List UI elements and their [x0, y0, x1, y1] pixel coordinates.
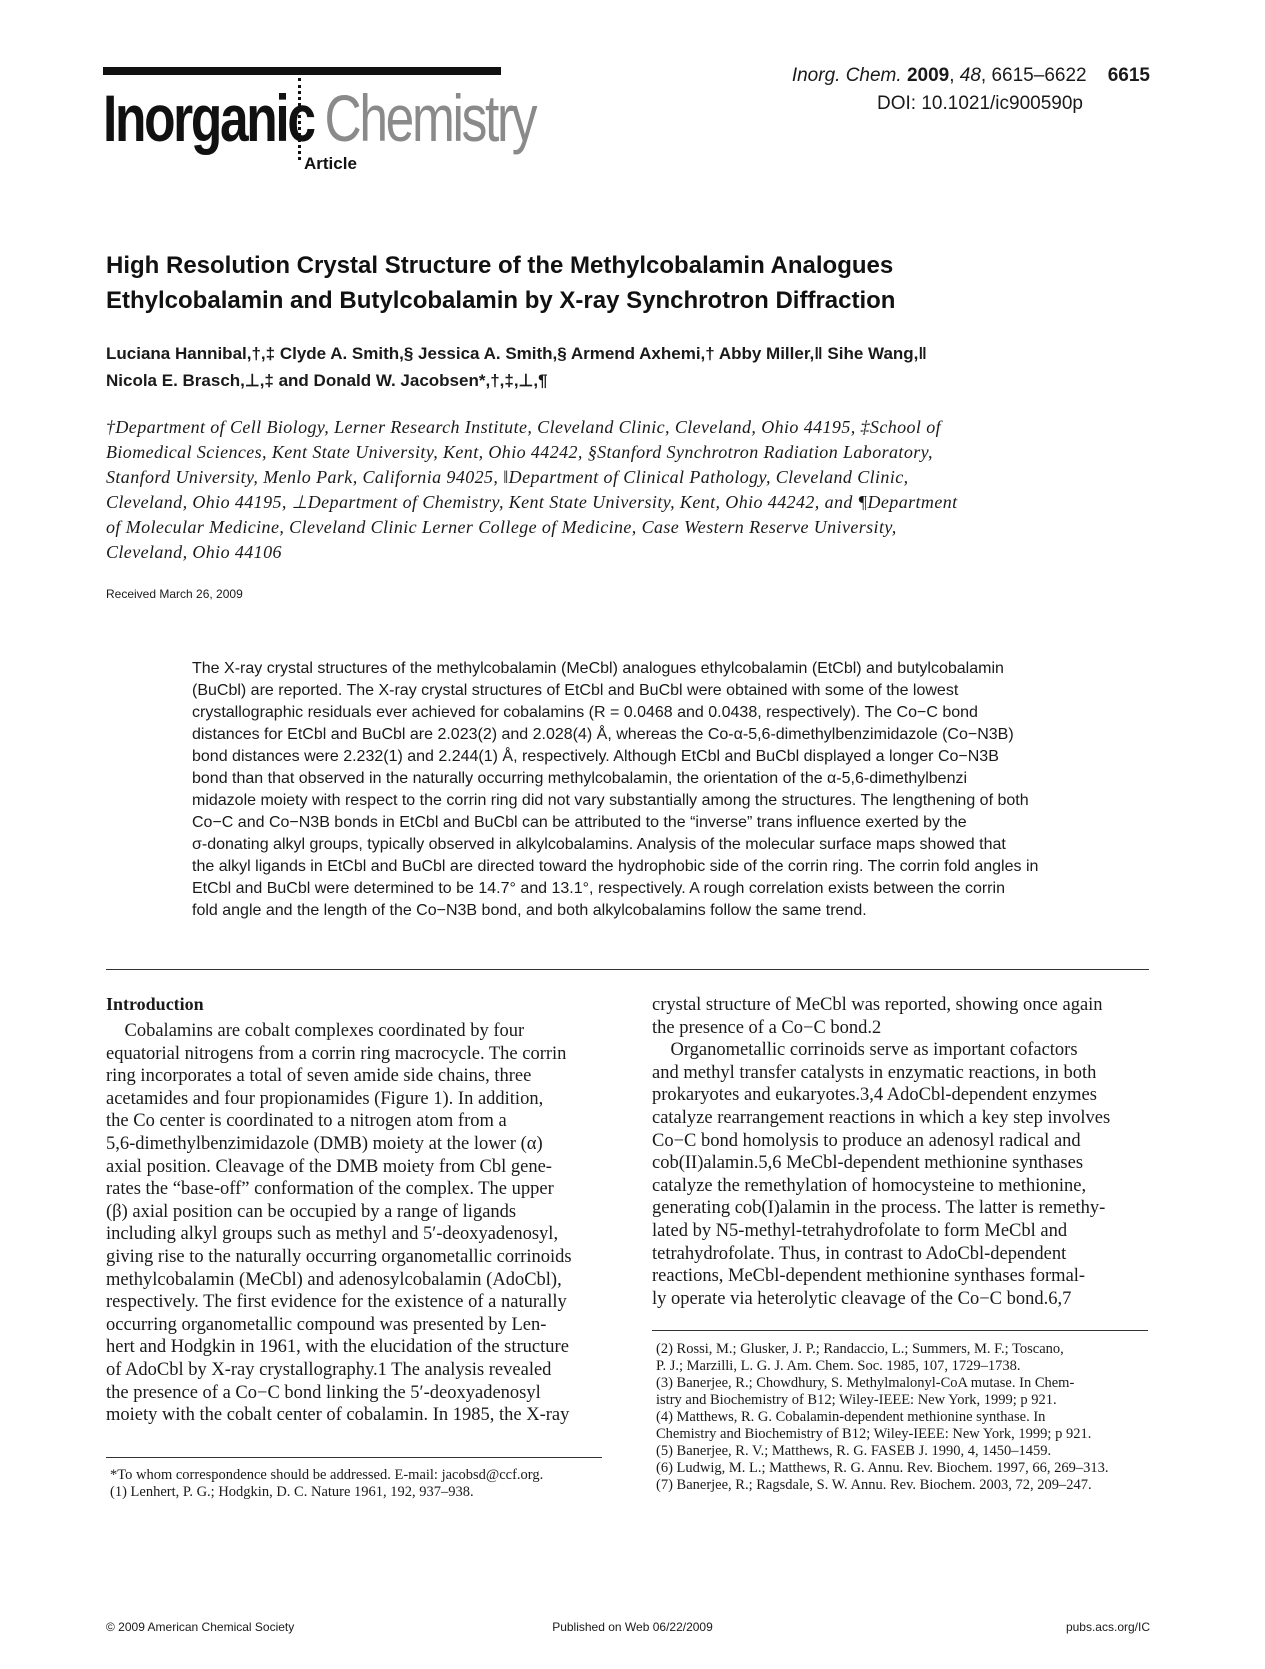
- journal-logo: [103, 78, 535, 158]
- body-line: the presence of a Co−C bond linking the 5′-deoxyadenosyl: [106, 1382, 541, 1403]
- affiliation-line: Cleveland, Ohio 44106: [106, 542, 282, 562]
- doi: DOI: 10.1021/ic900590p: [877, 93, 1083, 114]
- abstract-line: bond than that observed in the naturally occurring methylcobalamin, the orientation of the α-5,6-dimethylbenzi: [192, 770, 968, 787]
- journal-volume: 48: [959, 65, 981, 86]
- footnote: P. J.; Marzilli, L. G. J. Am. Chem. Soc. 1985, 107, 1729–1738.: [656, 1358, 1021, 1374]
- footer-url[interactable]: pubs.acs.org/IC: [1065, 1620, 1150, 1634]
- body-column-right: [652, 994, 1148, 1310]
- abstract-line: fold angle and the length of the Co−N3B bond, and both alkylcobalamins follow the same trend.: [192, 902, 867, 919]
- body-line: (β) axial position can be occupied by a range of ligands: [106, 1201, 517, 1222]
- title-line: High Resolution Crystal Structure of the Methylcobalamin Analogues: [106, 252, 894, 279]
- affiliation-line: of Molecular Medicine, Cleveland Clinic Lerner College of Medicine, Case Western Reserve University,: [106, 517, 897, 537]
- body-line: the presence of a Co−C bond.2: [652, 1017, 882, 1038]
- body-line: catalyze the remethylation of homocysteine to methionine,: [652, 1175, 1087, 1196]
- footnote: (6) Ludwig, M. L.; Matthews, R. G. Annu. Rev. Biochem. 1997, 66, 269–313.: [656, 1460, 1109, 1476]
- footnote: (7) Banerjee, R.; Ragsdale, S. W. Annu. Rev. Biochem. 2003, 72, 209–247.: [656, 1477, 1092, 1493]
- body-line: 5,6-dimethylbenzimidazole (DMB) moiety at the lower (α): [106, 1133, 543, 1154]
- body-line: Co−C bond homolysis to produce an adenosyl radical and: [652, 1130, 1081, 1151]
- journal-citation: Inorg. Chem. 2009, 48, 6615–6622 6615: [791, 65, 1150, 86]
- journal-pages: 6615–6622: [991, 65, 1087, 86]
- author-line: Nicola E. Brasch,⊥,‡ and Donald W. Jacobsen*,†,‡,⊥,¶: [106, 371, 548, 390]
- logo-dotted-separator: [298, 78, 305, 160]
- body-line: the Co center is coordinated to a nitrogen atom from a: [106, 1111, 507, 1132]
- body-line: including alkyl groups such as methyl and 5′-deoxyadenosyl,: [106, 1224, 559, 1245]
- article-type-label: Article: [304, 154, 357, 173]
- abstract-line: midazole moiety with respect to the corrin ring did not vary substantially among the structures. The lengthening of both: [192, 792, 1029, 809]
- affiliation-line: Biomedical Sciences, Kent State University, Kent, Ohio 44242, §Stanford Synchrotron Radiation Laboratory,: [106, 442, 933, 462]
- body-line: methylcobalamin (MeCbl) and adenosylcobalamin (AdoCbl),: [106, 1269, 562, 1290]
- section-divider: [106, 969, 1149, 970]
- body-line: generating cob(I)alamin in the process. The latter is remethy-: [652, 1198, 1106, 1219]
- footnote: (2) Rossi, M.; Glusker, J. P.; Randaccio, L.; Summers, M. F.; Toscano,: [656, 1341, 1064, 1357]
- author-line: Luciana Hannibal,†,‡ Clyde A. Smith,§ Jessica A. Smith,§ Armend Axhemi,† Abby Miller,‖ Sihe Wang,‖: [106, 344, 927, 363]
- footer-published: Published on Web 06/22/2009: [552, 1620, 713, 1634]
- abstract-line: distances for EtCbl and BuCbl are 2.023(2) and 2.028(4) Å, whereas the Co-α-5,6-dimethylbenzimidazole (Co−N3B): [192, 726, 1014, 743]
- footnote-rule: [652, 1330, 1148, 1331]
- journal-name: Inorg. Chem.: [791, 65, 902, 86]
- title-line: Ethylcobalamin and Butylcobalamin by X-ray Synchrotron Diffraction: [106, 287, 896, 314]
- abstract: [192, 658, 1072, 922]
- footnote-rule: [106, 1457, 602, 1458]
- footnote: istry and Biochemistry of B12; Wiley-IEEE: New York, 1999; p 921.: [656, 1392, 1057, 1408]
- abstract-line: bond distances were 2.232(1) and 2.244(1) Å, respectively. Although EtCbl and BuCbl displayed a longer Co−N3B: [192, 748, 999, 765]
- affiliations: [106, 415, 1106, 565]
- body-line: occurring organometallic compound was presented by Len-: [106, 1314, 547, 1335]
- footnotes-left: [110, 1467, 606, 1501]
- body-line: ly operate via heterolytic cleavage of the Co−C bond.6,7: [652, 1288, 1072, 1309]
- logo-word-chemistry: Chemistry: [324, 81, 536, 155]
- body-line: Cobalamins are cobalt complexes coordinated by four: [106, 1021, 525, 1041]
- logo-word-inorganic: Inorganic: [103, 81, 314, 155]
- section-heading-introduction: Introduction: [106, 994, 204, 1014]
- affiliation-line: Stanford University, Menlo Park, California 94025, ‖Department of Clinical Pathology, Cleveland Clinic,: [106, 467, 909, 487]
- body-line: Organometallic corrinoids serve as important cofactors: [652, 1040, 1078, 1061]
- abstract-line: σ-donating alkyl groups, typically observed in alkylcobalamins. Analysis of the molecular surface maps showed that: [192, 836, 1006, 853]
- footnote: (1) Lenhert, P. G.; Hodgkin, D. C. Nature 1961, 192, 937–938.: [110, 1484, 474, 1500]
- body-line: acetamides and four propionamides (Figure 1). In addition,: [106, 1088, 544, 1109]
- body-line: and methyl transfer catalysts in enzymatic reactions, in both: [652, 1062, 1097, 1083]
- page-number: 6615: [1107, 65, 1150, 86]
- body-line: giving rise to the naturally occurring organometallic corrinoids: [106, 1246, 572, 1267]
- body-line: moiety with the cobalt center of cobalamin. In 1985, the X-ray: [106, 1405, 570, 1426]
- article-title: [106, 248, 1106, 318]
- footnotes-right: [656, 1341, 1150, 1494]
- footnote: (4) Matthews, R. G. Cobalamin-dependent methionine synthase. In: [656, 1409, 1046, 1425]
- abstract-line: EtCbl and BuCbl were determined to be 14.7° and 13.1°, respectively. A rough correlation exists between the corrin: [192, 880, 1005, 897]
- body-line: prokaryotes and eukaryotes.3,4 AdoCbl-dependent enzymes: [652, 1085, 1097, 1106]
- journal-year: 2009: [906, 65, 950, 86]
- body-line: tetrahydrofolate. Thus, in contrast to AdoCbl-dependent: [652, 1243, 1067, 1264]
- footer-copyright: © 2009 American Chemical Society: [106, 1620, 295, 1634]
- abstract-line: the alkyl ligands in EtCbl and BuCbl are directed toward the hydrophobic side of the corrin ring. The corrin fold angles in: [192, 858, 1039, 875]
- body-line: hert and Hodgkin in 1961, with the elucidation of the structure: [106, 1337, 569, 1358]
- footnote: Chemistry and Biochemistry of B12; Wiley-IEEE: New York, 1999; p 921.: [656, 1426, 1092, 1442]
- body-line: reactions, MeCbl-dependent methionine synthases formal-: [652, 1266, 1086, 1287]
- body-line: cob(II)alamin.5,6 MeCbl-dependent methionine synthases: [652, 1153, 1084, 1174]
- abstract-line: Co−C and Co−N3B bonds in EtCbl and BuCbl can be attributed to the “inverse” trans influence exerted by the: [192, 814, 967, 831]
- body-line: lated by N5-methyl-tetrahydrofolate to form MeCbl and: [652, 1220, 1068, 1241]
- body-line: ring incorporates a total of seven amide side chains, three: [106, 1066, 532, 1087]
- body-line: equatorial nitrogens from a corrin ring macrocycle. The corrin: [106, 1043, 567, 1064]
- body-column-left: [106, 1020, 602, 1427]
- body-line: axial position. Cleavage of the DMB moiety from Cbl gene-: [106, 1156, 552, 1177]
- body-line: respectively. The first evidence for the existence of a naturally: [106, 1292, 567, 1313]
- body-line: catalyze rearrangement reactions in which a key step involves: [652, 1107, 1111, 1128]
- affiliation-line: Cleveland, Ohio 44195, ⊥Department of Chemistry, Kent State University, Kent, Ohio 44242, and ¶Department: [106, 492, 958, 512]
- received-date: Received March 26, 2009: [106, 587, 243, 601]
- footnote: (3) Banerjee, R.; Chowdhury, S. Methylmalonyl-CoA mutase. In Chem-: [656, 1375, 1075, 1391]
- abstract-line: The X-ray crystal structures of the methylcobalamin (MeCbl) analogues ethylcobalamin (EtCbl) and butylcobalamin: [192, 660, 1004, 677]
- masthead-bar: [103, 67, 501, 75]
- footnote: (5) Banerjee, R. V.; Matthews, R. G. FASEB J. 1990, 4, 1450–1459.: [656, 1443, 1052, 1459]
- author-list: [106, 340, 1106, 394]
- body-line: crystal structure of MeCbl was reported, showing once again: [652, 995, 1103, 1015]
- abstract-line: crystallographic residuals ever achieved for cobalamins (R = 0.0468 and 0.0438, respectively). The Co−C bond: [192, 704, 978, 721]
- footnote: *To whom correspondence should be addressed. E-mail: jacobsd@ccf.org.: [110, 1467, 544, 1483]
- abstract-line: (BuCbl) are reported. The X-ray crystal structures of EtCbl and BuCbl were obtained with some of the lowest: [192, 682, 959, 699]
- body-line: rates the “base-off” conformation of the complex. The upper: [106, 1179, 554, 1200]
- affiliation-line: †Department of Cell Biology, Lerner Research Institute, Cleveland Clinic, Cleveland, Ohio 44195, ‡School of: [106, 417, 942, 437]
- body-line: of AdoCbl by X-ray crystallography.1 The analysis revealed: [106, 1359, 552, 1380]
